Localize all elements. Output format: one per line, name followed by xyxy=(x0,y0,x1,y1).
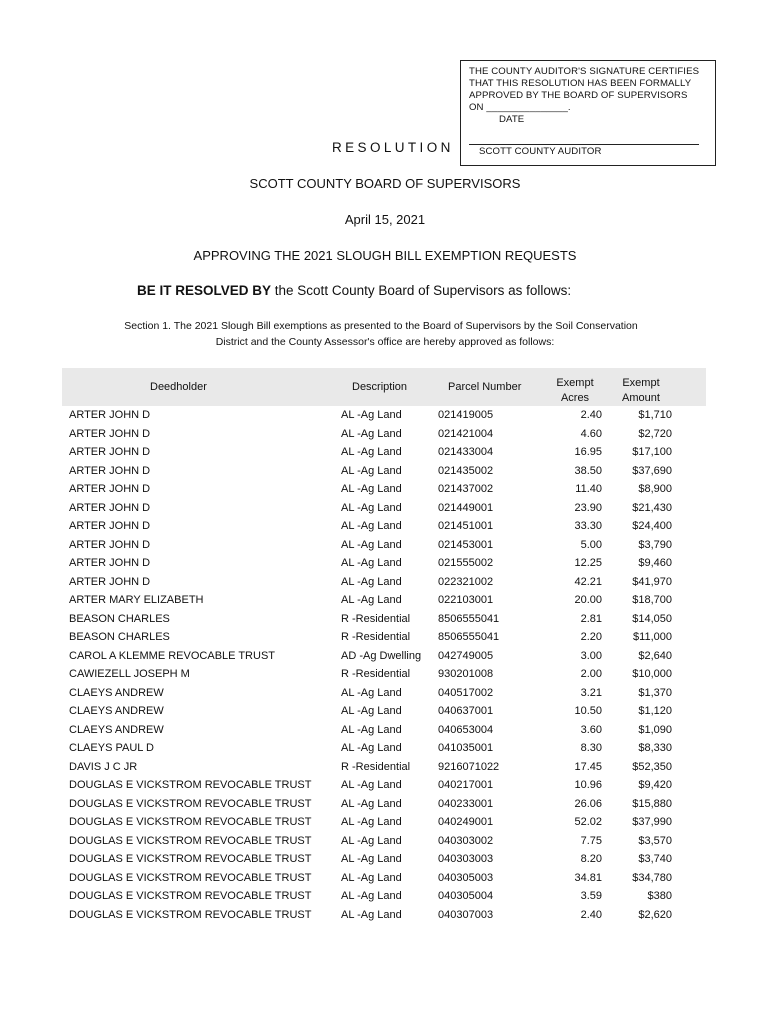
cell-description: AL -Ag Land xyxy=(341,483,402,495)
cell-deedholder: ARTER JOHN D xyxy=(69,427,151,440)
header-exempt-amount-line-2: Amount xyxy=(622,392,660,404)
table-header xyxy=(62,368,706,406)
table-row xyxy=(0,536,770,555)
table-row xyxy=(0,554,770,573)
cell-exempt-acres: 26.06 xyxy=(574,797,602,810)
cell-description: R -Residential xyxy=(341,760,411,773)
cell-parcel-number: 021451001 xyxy=(438,520,494,532)
cell-description: R -Residential xyxy=(341,668,411,680)
cell-description: AL -Ag Land xyxy=(341,816,402,828)
cell-deedholder: DOUGLAS E VICKSTROM REVOCABLE TRUST xyxy=(69,797,312,810)
cell-description: AL -Ag Land xyxy=(341,409,402,421)
cell-parcel-number: 930201008 xyxy=(438,668,494,680)
table-row xyxy=(0,425,770,444)
cell-deedholder: CLAEYS PAUL D xyxy=(69,742,154,754)
cell-parcel-number: 021449001 xyxy=(438,501,494,514)
cell-deedholder: DAVIS J C JR xyxy=(69,760,138,773)
cell-exempt-amount: $2,640 xyxy=(638,649,672,662)
cell-deedholder: BEASON CHARLES xyxy=(69,631,170,643)
certification-line-1: THE COUNTY AUDITOR'S SIGNATURE CERTIFIES xyxy=(469,66,700,77)
cell-description: AL -Ag Land xyxy=(341,797,402,810)
auditor-label: SCOTT COUNTY AUDITOR xyxy=(479,146,602,157)
table-row xyxy=(0,869,770,888)
cell-exempt-acres: 3.21 xyxy=(580,686,602,699)
cell-exempt-acres: 23.90 xyxy=(574,501,602,514)
cell-description: AL -Ag Land xyxy=(341,871,402,884)
cell-deedholder: CAROL A KLEMME REVOCABLE TRUST xyxy=(69,649,276,662)
cell-deedholder: DOUGLAS E VICKSTROM REVOCABLE TRUST xyxy=(69,890,312,902)
cell-deedholder: ARTER JOHN D xyxy=(69,557,151,569)
cell-deedholder: DOUGLAS E VICKSTROM REVOCABLE TRUST xyxy=(69,816,312,828)
cell-deedholder: ARTER JOHN D xyxy=(69,446,151,458)
cell-exempt-acres: 38.50 xyxy=(574,464,602,477)
table-row xyxy=(0,610,770,629)
cell-exempt-acres: 34.81 xyxy=(574,871,602,884)
cell-exempt-amount: $21,430 xyxy=(632,501,672,514)
cell-deedholder: DOUGLAS E VICKSTROM REVOCABLE TRUST xyxy=(69,853,312,865)
signature-line xyxy=(469,144,699,145)
resolved-bold: BE IT RESOLVED BY xyxy=(137,283,272,298)
cell-exempt-amount: $11,000 xyxy=(633,631,672,643)
cell-exempt-amount: $52,350 xyxy=(632,760,672,773)
cell-deedholder: ARTER JOHN D xyxy=(69,501,151,514)
header-exempt-acres-line-1: Exempt xyxy=(556,377,594,389)
cell-exempt-acres: 2.00 xyxy=(580,668,602,680)
cell-exempt-amount: $34,780 xyxy=(632,871,672,884)
cell-exempt-amount: $8,900 xyxy=(638,483,672,495)
table-row xyxy=(0,462,770,481)
cell-parcel-number: 021435002 xyxy=(438,464,494,477)
cell-parcel-number: 022321002 xyxy=(438,575,494,588)
cell-deedholder: ARTER JOHN D xyxy=(69,520,151,532)
cell-parcel-number: 040217001 xyxy=(438,779,494,791)
cell-description: AL -Ag Land xyxy=(341,427,402,440)
table-row xyxy=(0,887,770,906)
cell-deedholder: CLAEYS ANDREW xyxy=(69,723,164,736)
cell-description: AL -Ag Land xyxy=(341,779,402,791)
cell-exempt-acres: 3.60 xyxy=(580,723,602,736)
resolution-title: RESOLUTION xyxy=(332,140,454,155)
cell-deedholder: ARTER JOHN D xyxy=(69,409,151,421)
table-row xyxy=(0,684,770,703)
cell-description: AL -Ag Land xyxy=(341,501,402,514)
cell-parcel-number: 040305003 xyxy=(438,871,494,884)
table-row xyxy=(0,443,770,462)
table-row xyxy=(0,832,770,851)
certification-line-3: APPROVED BY THE BOARD OF SUPERVISORS xyxy=(469,90,688,101)
cell-exempt-acres: 33.30 xyxy=(574,520,602,532)
table-row xyxy=(0,739,770,758)
resolution-subject: APPROVING THE 2021 SLOUGH BILL EXEMPTION REQUESTS xyxy=(193,248,577,263)
cell-parcel-number: 040249001 xyxy=(438,816,494,828)
cell-description: AL -Ag Land xyxy=(341,686,402,699)
resolution-date: April 15, 2021 xyxy=(344,212,426,227)
header-exempt-acres-line-2: Acres xyxy=(560,392,590,404)
cell-parcel-number: 8506555041 xyxy=(438,612,500,625)
section-1-line-1: Section 1. The 2021 Slough Bill exemptions as presented to the Board of Supervisors by the Soil Conservation xyxy=(124,320,638,332)
board-name: SCOTT COUNTY BOARD OF SUPERVISORS xyxy=(249,176,521,191)
cell-exempt-amount: $1,370 xyxy=(638,686,672,699)
cell-parcel-number: 040303002 xyxy=(438,834,494,847)
cell-description: AL -Ag Land xyxy=(341,557,402,569)
cell-deedholder: DOUGLAS E VICKSTROM REVOCABLE TRUST xyxy=(69,779,312,791)
cell-exempt-acres: 7.75 xyxy=(580,834,602,847)
cell-exempt-amount: $1,710 xyxy=(638,409,672,421)
certification-line-2: THAT THIS RESOLUTION HAS BEEN FORMALLY xyxy=(469,78,692,89)
cell-description: R -Residential xyxy=(341,612,411,625)
cell-deedholder: DOUGLAS E VICKSTROM REVOCABLE TRUST xyxy=(69,871,312,884)
table-row xyxy=(0,573,770,592)
cell-exempt-acres: 4.60 xyxy=(580,427,602,440)
cell-exempt-acres: 2.40 xyxy=(580,908,602,921)
cell-deedholder: ARTER JOHN D xyxy=(69,483,151,495)
table-row xyxy=(0,813,770,832)
cell-description: AL -Ag Land xyxy=(341,464,402,477)
table-row xyxy=(0,406,770,425)
cell-exempt-acres: 2.20 xyxy=(580,631,602,643)
cell-deedholder: ARTER JOHN D xyxy=(69,575,151,588)
cell-exempt-amount: $41,970 xyxy=(632,575,672,588)
cell-exempt-amount: $37,690 xyxy=(632,464,672,477)
cell-exempt-acres: 20.00 xyxy=(574,594,602,606)
resolved-rest: the Scott County Board of Supervisors as follows: xyxy=(271,283,572,298)
cell-exempt-acres: 52.02 xyxy=(574,816,602,828)
cell-description: AD -Ag Dwelling xyxy=(341,649,422,662)
header-exempt-amount-line-1: Exempt xyxy=(622,377,660,389)
cell-parcel-number: 021453001 xyxy=(438,538,494,551)
cell-deedholder: ARTER JOHN D xyxy=(69,538,151,551)
cell-exempt-acres: 11.40 xyxy=(575,483,602,495)
cell-exempt-acres: 3.00 xyxy=(580,649,602,662)
cell-parcel-number: 021419005 xyxy=(438,409,494,421)
cell-deedholder: ARTER MARY ELIZABETH xyxy=(69,594,204,606)
cell-description: AL -Ag Land xyxy=(341,742,402,754)
cell-description: AL -Ag Land xyxy=(341,723,402,736)
cell-exempt-amount: $24,400 xyxy=(632,520,672,532)
cell-deedholder: CAWIEZELL JOSEPH M xyxy=(69,668,190,680)
table-row xyxy=(0,665,770,684)
cell-parcel-number: 040303003 xyxy=(438,853,494,865)
header-exempt-amount xyxy=(612,376,670,406)
cell-parcel-number: 021437002 xyxy=(438,483,494,495)
cell-exempt-amount: $2,620 xyxy=(638,908,672,921)
cell-exempt-acres: 16.95 xyxy=(574,446,602,458)
cell-exempt-amount: $37,990 xyxy=(632,816,672,828)
header-exempt-acres xyxy=(542,376,608,406)
cell-description: AL -Ag Land xyxy=(341,594,402,606)
section-1-line-2: District and the County Assessor's office are hereby approved as follows: xyxy=(215,336,555,348)
cell-exempt-amount: $2,720 xyxy=(638,427,672,440)
cell-exempt-acres: 8.30 xyxy=(580,742,602,754)
cell-deedholder: ARTER JOHN D xyxy=(69,464,151,477)
cell-exempt-acres: 17.45 xyxy=(574,760,602,773)
table-row xyxy=(0,517,770,536)
cell-parcel-number: 040517002 xyxy=(438,686,494,699)
cell-description: AL -Ag Land xyxy=(341,853,402,865)
cell-exempt-acres: 2.81 xyxy=(580,612,602,625)
cell-parcel-number: 021555002 xyxy=(438,557,494,569)
table-row xyxy=(0,795,770,814)
cell-parcel-number: 040233001 xyxy=(438,797,494,810)
cell-description: AL -Ag Land xyxy=(341,908,402,921)
cell-parcel-number: 021433004 xyxy=(438,446,494,458)
certification-line-4: ON _______________. xyxy=(469,102,571,113)
header-description: Description xyxy=(352,381,408,393)
cell-exempt-amount: $9,420 xyxy=(638,779,672,791)
cell-exempt-amount: $3,740 xyxy=(638,853,672,865)
cell-exempt-amount: $8,330 xyxy=(638,742,672,754)
header-parcel-number: Parcel Number xyxy=(448,381,522,393)
table-row xyxy=(0,776,770,795)
table-row xyxy=(0,906,770,925)
table-row xyxy=(0,480,770,499)
cell-exempt-amount: $18,700 xyxy=(632,594,672,606)
cell-deedholder: BEASON CHARLES xyxy=(69,612,170,625)
cell-exempt-acres: 8.20 xyxy=(580,853,602,865)
cell-deedholder: DOUGLAS E VICKSTROM REVOCABLE TRUST xyxy=(69,908,312,921)
cell-exempt-amount: $3,570 xyxy=(638,834,672,847)
resolved-statement xyxy=(137,283,571,298)
table-row xyxy=(0,628,770,647)
cell-parcel-number: 041035001 xyxy=(438,742,494,754)
cell-exempt-amount: $3,790 xyxy=(638,538,672,551)
cell-parcel-number: 040305004 xyxy=(438,890,494,902)
cell-description: AL -Ag Land xyxy=(341,575,402,588)
cell-description: AL -Ag Land xyxy=(341,834,402,847)
header-deedholder: Deedholder xyxy=(150,381,207,393)
cell-exempt-amount: $17,100 xyxy=(632,446,672,458)
cell-exempt-amount: $1,090 xyxy=(638,723,672,736)
cell-description: R -Residential xyxy=(341,631,411,643)
exemption-table-body xyxy=(0,406,770,924)
cell-exempt-acres: 12.25 xyxy=(574,557,602,569)
cell-parcel-number: 9216071022 xyxy=(438,760,500,773)
cell-exempt-acres: 10.50 xyxy=(574,705,602,717)
cell-parcel-number: 040307003 xyxy=(438,908,494,921)
cell-exempt-amount: $10,000 xyxy=(632,668,672,680)
cell-deedholder: CLAEYS ANDREW xyxy=(69,705,164,717)
cell-description: AL -Ag Land xyxy=(341,705,402,717)
cell-parcel-number: 8506555041 xyxy=(438,631,500,643)
auditor-certification-box xyxy=(460,60,716,166)
cell-parcel-number: 021421004 xyxy=(438,427,494,440)
cell-exempt-acres: 42.21 xyxy=(574,575,602,588)
certification-date-label: DATE xyxy=(499,114,525,125)
cell-description: AL -Ag Land xyxy=(341,890,402,902)
cell-parcel-number: 040637001 xyxy=(438,705,494,717)
cell-exempt-acres: 3.59 xyxy=(580,890,602,902)
cell-parcel-number: 042749005 xyxy=(438,649,494,662)
cell-description: AL -Ag Land xyxy=(341,520,402,532)
cell-exempt-amount: $1,120 xyxy=(638,705,672,717)
cell-exempt-amount: $380 xyxy=(647,890,672,902)
table-row xyxy=(0,850,770,869)
table-row xyxy=(0,702,770,721)
cell-exempt-amount: $9,460 xyxy=(638,557,672,569)
cell-exempt-amount: $14,050 xyxy=(632,612,672,625)
table-row xyxy=(0,758,770,777)
cell-exempt-acres: 10.96 xyxy=(574,779,602,791)
cell-description: AL -Ag Land xyxy=(341,538,402,551)
cell-parcel-number: 040653004 xyxy=(438,723,494,736)
cell-parcel-number: 022103001 xyxy=(438,594,494,606)
cell-description: AL -Ag Land xyxy=(341,446,402,458)
table-row xyxy=(0,721,770,740)
cell-exempt-acres: 5.00 xyxy=(580,538,602,551)
table-row xyxy=(0,499,770,518)
table-row xyxy=(0,591,770,610)
cell-exempt-amount: $15,880 xyxy=(632,797,672,810)
table-row xyxy=(0,647,770,666)
cell-deedholder: DOUGLAS E VICKSTROM REVOCABLE TRUST xyxy=(69,834,312,847)
cell-exempt-acres: 2.40 xyxy=(580,409,602,421)
cell-deedholder: CLAEYS ANDREW xyxy=(69,686,164,699)
